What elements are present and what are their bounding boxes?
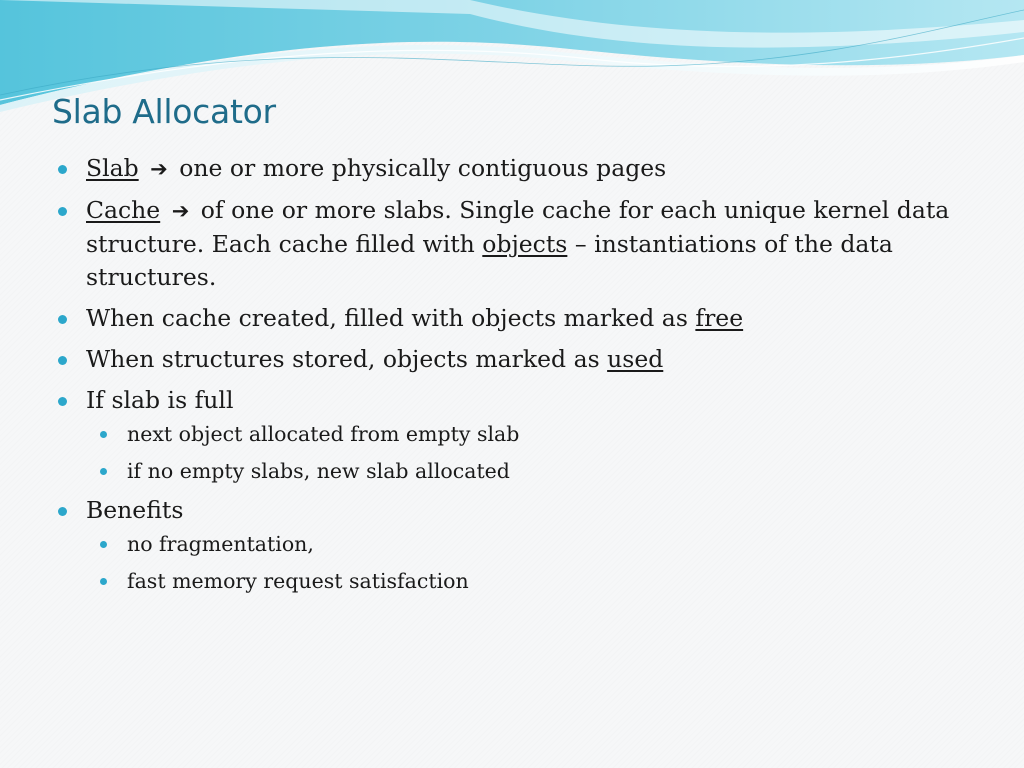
sub-bullet-text: fast memory request satisfaction bbox=[127, 569, 469, 593]
sub-bullet-text: no fragmentation, bbox=[127, 532, 314, 556]
bullet-text: Benefits bbox=[86, 496, 184, 524]
bullet-item-free bbox=[58, 302, 988, 335]
sub-bullet-list bbox=[99, 419, 988, 486]
bullet-text: If slab is full bbox=[86, 386, 234, 414]
term-objects: objects bbox=[482, 230, 568, 258]
sub-bullet-text: next object allocated from empty slab bbox=[127, 422, 520, 446]
sub-bullet-text: if no empty slabs, new slab allocated bbox=[127, 459, 510, 483]
right-arrow-icon: ➔ bbox=[150, 157, 168, 181]
bullet-text: When cache created, filled with objects marked as bbox=[86, 304, 688, 332]
term-used: used bbox=[607, 345, 664, 373]
term-slab: Slab bbox=[86, 154, 139, 182]
bullet-item-slab bbox=[58, 152, 988, 186]
bullet-dot-icon bbox=[100, 431, 107, 438]
bullet-item-cache bbox=[58, 194, 988, 294]
sub-bullet-item bbox=[99, 456, 988, 486]
bullet-item-slab-full bbox=[58, 384, 988, 486]
term-cache: Cache bbox=[86, 196, 161, 224]
bullet-text: of one or more slabs. Single cache for each unique kernel data structure. Each cache filled with bbox=[86, 196, 950, 258]
bullet-dot-icon bbox=[58, 207, 67, 216]
bullet-dot-icon bbox=[100, 468, 107, 475]
bullet-text: When structures stored, objects marked as bbox=[86, 345, 600, 373]
bullet-item-used bbox=[58, 343, 988, 376]
sub-bullet-item bbox=[99, 419, 988, 449]
bullet-item-benefits bbox=[58, 494, 988, 596]
slide-title: Slab Allocator bbox=[52, 92, 276, 131]
bullet-list bbox=[58, 152, 988, 596]
bullet-dot-icon bbox=[100, 578, 107, 585]
sub-bullet-item bbox=[99, 529, 988, 559]
sub-bullet-list bbox=[99, 529, 988, 596]
bullet-dot-icon bbox=[58, 315, 67, 324]
bullet-dot-icon bbox=[58, 356, 67, 365]
slide-body bbox=[58, 152, 988, 604]
right-arrow-icon: ➔ bbox=[171, 199, 190, 223]
bullet-text: – instantiations of the data structures. bbox=[86, 230, 893, 291]
term-free: free bbox=[695, 304, 744, 332]
bullet-dot-icon bbox=[58, 507, 67, 516]
bullet-dot-icon bbox=[58, 165, 67, 174]
bullet-dot-icon bbox=[58, 397, 67, 406]
bullet-dot-icon bbox=[100, 541, 107, 548]
sub-bullet-item bbox=[99, 566, 988, 596]
bullet-text: one or more physically contiguous pages bbox=[179, 154, 667, 182]
